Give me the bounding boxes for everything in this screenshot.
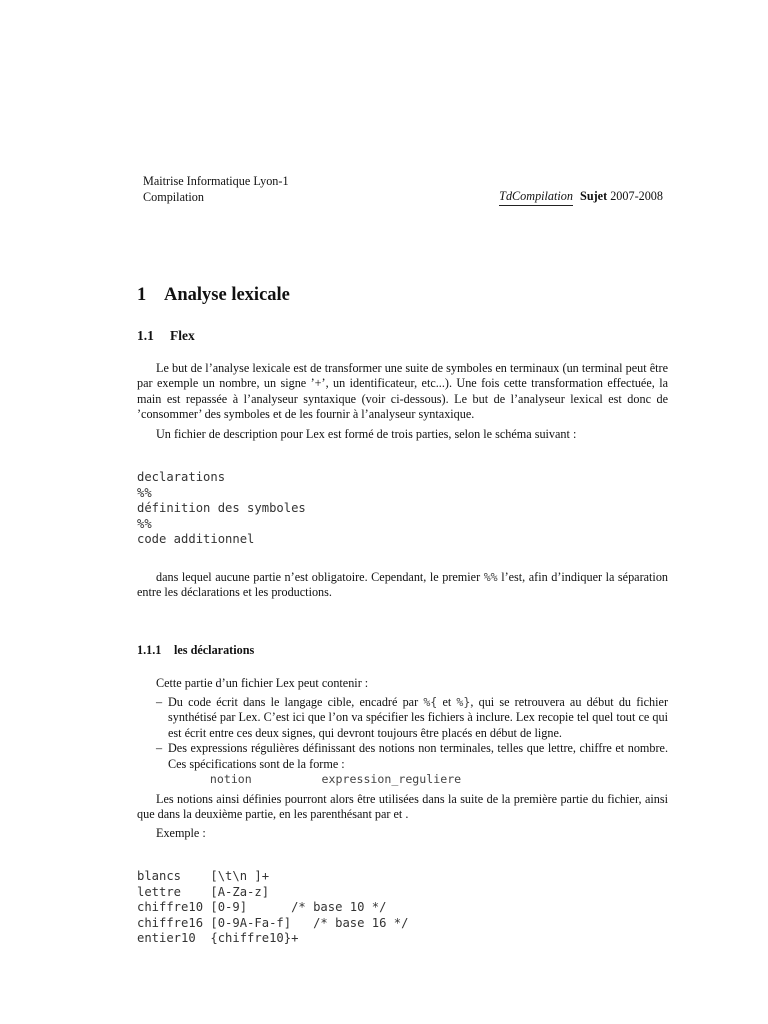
header-course: Compilation (143, 189, 204, 204)
optional-text-before: dans lequel aucune partie n’est obligatoire. Cependant, le premier (156, 570, 484, 584)
list-item-text: Du code écrit dans le langage cible, encadré par (168, 695, 424, 709)
close-brace-code: %} (456, 695, 471, 709)
notion-spec-code: notion expression_reguliere (168, 772, 462, 787)
declarations-intro: Cette partie d’un fichier Lex peut contenir : (156, 676, 369, 690)
list-item (156, 695, 668, 741)
example-label: Exemple : (156, 826, 206, 840)
header-right (499, 189, 663, 204)
notions-paragraph: Les notions ainsi définies pourront alors être utilisées dans la suite de la première partie du fichier, ainsi que dans la deuxième partie, en les parenthésant par et . (137, 792, 668, 822)
list-dash: – (156, 741, 163, 756)
list-dash: – (156, 695, 163, 709)
list-item-text: Des expressions régulières définissant des notions non terminales, telles que lettre, chiffre et nombre. Ces spécifications sont de la forme : (168, 741, 668, 771)
optional-paragraph (137, 570, 668, 601)
subsection-heading-1-1 (137, 328, 195, 344)
header-td-title: TdCompilation (499, 189, 573, 206)
lex-schema-code: declarations %% définition des symboles %% code additionnel (137, 470, 306, 546)
separator-code: %% (483, 570, 498, 584)
section-title: Analyse lexicale (164, 285, 290, 305)
header-sujet-label: Sujet (580, 189, 608, 203)
section-number: 1 (137, 285, 147, 305)
list-item (156, 741, 668, 787)
header-year: 2007-2008 (610, 189, 663, 203)
subsubsection-heading-1-1-1 (137, 643, 254, 658)
subsection-title: Flex (170, 328, 195, 343)
example-code: blancs [\t\n ]+ lettre [A-Za-z] chiffre10 [0-9] /* base 10 */ chiffre16 [0-9A-Fa-f] /* base 16 */ entier10 {chiffre10}+ (137, 869, 409, 945)
subsubsection-number: 1.1.1 (137, 643, 162, 657)
section-heading-1 (137, 284, 290, 306)
header-left (143, 174, 289, 205)
optional-text-after: l’est, afin d’indiquer la séparation entre les déclarations et les productions. (137, 570, 669, 600)
header-institution: Maitrise Informatique Lyon-1 (143, 174, 289, 188)
list-item-text: et (437, 695, 457, 709)
subsubsection-title: les déclarations (174, 643, 255, 657)
intro-paragraph: Le but de l’analyse lexicale est de transformer une suite de symboles en terminaux (un terminal peut être par exemple un nombre, un signe ’+’, un identificateur, etc...). Une fois cette transformation effectuée, la main est repassée à l’analyseur syntaxique (voir ci-dessous). Le but de l’analyseur lexical est donc de ’consommer’ des symboles et de les fournir à l’analyseur syntaxique. (137, 361, 668, 422)
open-brace-code: %{ (423, 695, 438, 709)
list-item-text: , qui se retrouvera au début du fichier synthétisé par Lex. C’est ici que l’on va spécifier les fichiers à inclure. Lex recopie tel quel tout ce qui est écrit entre ces deux signes, qui devront toujours être placés en début de ligne. (168, 695, 669, 740)
declarations-list (156, 695, 668, 787)
lex-file-paragraph: Un fichier de description pour Lex est formé de trois parties, selon le schéma suivant : (156, 427, 577, 441)
subsection-number: 1.1 (137, 328, 154, 343)
